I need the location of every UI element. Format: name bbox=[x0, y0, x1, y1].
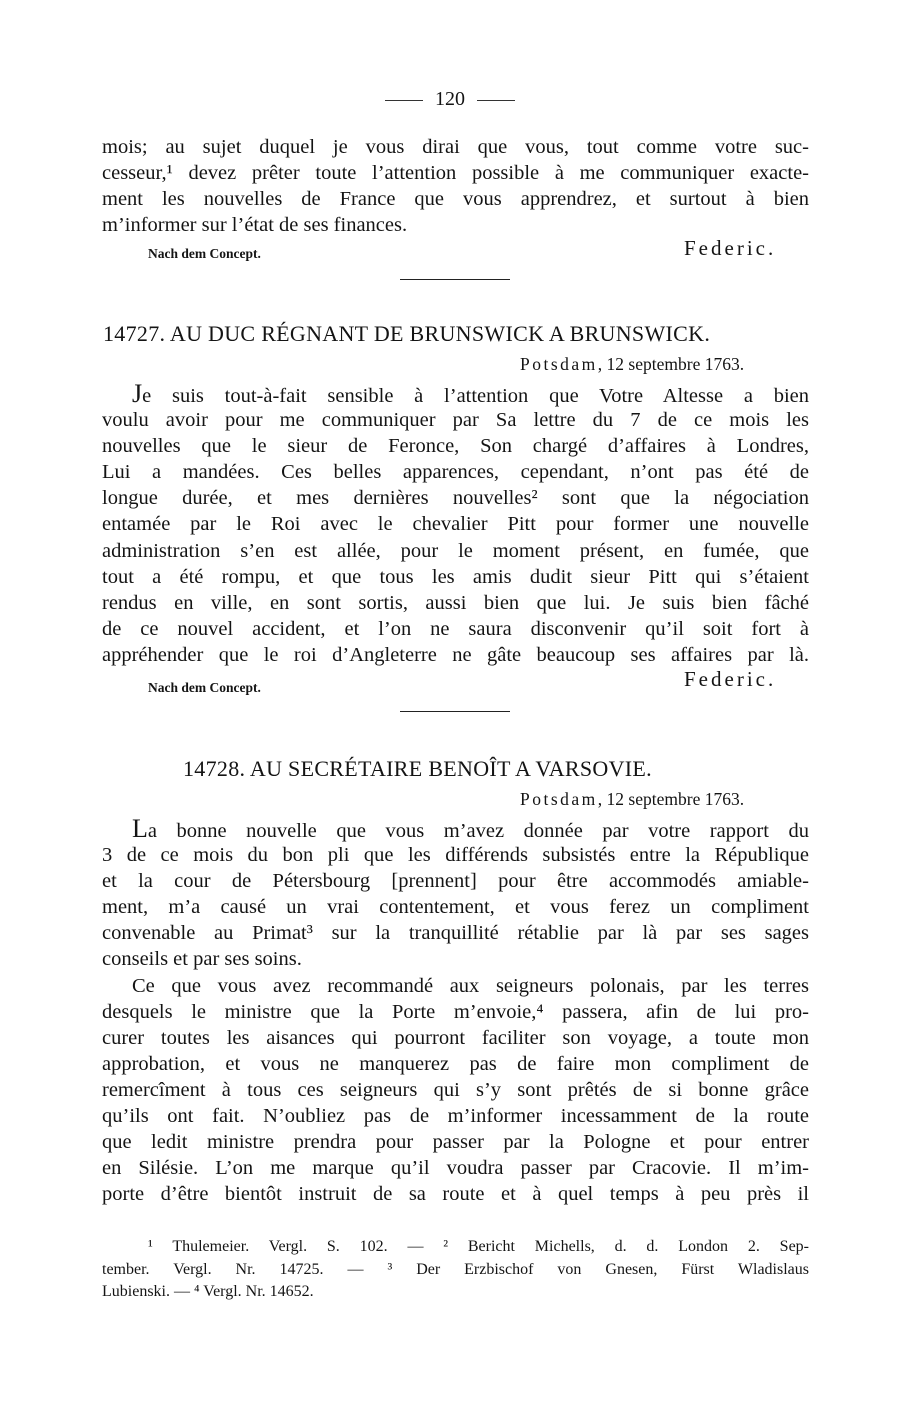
text-line: en Silésie. L’on me marque qu’il voudra passer par Cracovie. Il m’im- bbox=[102, 1157, 809, 1180]
page-number: 120 bbox=[435, 88, 465, 110]
letter-dateline bbox=[520, 354, 744, 375]
text-line: et la cour de Pétersbourg [prennent] pour être accommodés amiable- bbox=[102, 870, 809, 893]
letter-body bbox=[102, 381, 809, 668]
text-line: ment les nouvelles de France que vous apprendrez, et surtout à bien bbox=[102, 188, 809, 211]
initial-letter: L bbox=[132, 814, 148, 843]
text-line: porte d’être bientôt instruit de sa route et à quel temps à peu près il bbox=[102, 1183, 809, 1206]
text-line: desquels le ministre que la Porte m’envoie,⁴ passera, afin de lui pro- bbox=[102, 1000, 809, 1023]
footnote-line: Lubienski. — ⁴ Vergl. Nr. 14652. bbox=[102, 1283, 314, 1300]
dateline-place: Potsdam bbox=[520, 354, 598, 374]
continuation-paragraph bbox=[102, 134, 809, 238]
initial-letter: J bbox=[132, 379, 143, 408]
text-line: qu’ils ont fait. N’oubliez pas de m’informer incessamment de la route bbox=[102, 1105, 809, 1128]
text-line: voulu avoir pour me communiquer par Sa lettre du 7 de ce mois les bbox=[102, 409, 809, 432]
text-line: remercîment à tous ces seigneurs qui s’y sont prêtés de si bonne grâce bbox=[102, 1078, 809, 1101]
text-line: rendus en ville, en sont sortis, aussi bien que lui. Je suis bien fâché bbox=[102, 591, 809, 614]
text-line: nouvelles que le sieur de Feronce, Son chargé d’affaires à Londres, bbox=[102, 435, 809, 458]
text-line: entamée par le Roi avec le chevalier Pitt pour former une nouvelle bbox=[102, 513, 809, 536]
dateline-place: Potsdam bbox=[520, 789, 598, 809]
section-divider bbox=[400, 279, 510, 280]
section-divider bbox=[400, 711, 510, 712]
text-span: a bonne nouvelle que vous m’avez donnée par votre rapport du bbox=[147, 820, 809, 842]
footnotes bbox=[102, 1236, 809, 1304]
text-span: e suis tout-à-fait sensible à l’attention que Votre Altesse a bien bbox=[142, 385, 809, 407]
text-line: cesseur,¹ devez prêter toute l’attention possible à me communiquer exacte- bbox=[102, 162, 809, 185]
text-line bbox=[102, 381, 809, 407]
footnote-line: tember. Vergl. Nr. 14725. — ³ Der Erzbischof von Gnesen, Fürst Wladislaus bbox=[102, 1260, 809, 1278]
signature: Federic. bbox=[684, 667, 777, 691]
signature: Federic. bbox=[684, 236, 777, 260]
text-line: convenable au Primat³ sur la tranquillité rétablie par là par ses sages bbox=[102, 922, 809, 945]
source-note: Nach dem Concept. bbox=[148, 246, 261, 261]
text-line: approbation, et vous ne manquerez pas de faire mon compliment de bbox=[102, 1052, 809, 1075]
letter-dateline bbox=[520, 789, 744, 810]
letter-heading: 14728. AU SECRÉTAIRE BENOÎT A VARSOVIE. bbox=[183, 756, 652, 781]
source-note: Nach dem Concept. bbox=[148, 680, 261, 695]
text-line: Ce que vous avez recommandé aux seigneurs polonais, par les terres bbox=[132, 974, 809, 997]
dateline-date: , 12 septembre 1763. bbox=[597, 789, 745, 809]
text-line: ment, m’a causé un vrai contentement, et vous ferez un compliment bbox=[102, 896, 809, 919]
footnote-line: ¹ Thulemeier. Vergl. S. 102. — ² Bericht Michells, d. d. London 2. Sep- bbox=[148, 1238, 809, 1255]
text-line: conseils et par ses soins. bbox=[102, 948, 302, 971]
text-line: longue durée, et mes dernières nouvelles² sont que la négociation bbox=[102, 487, 809, 510]
header-dash-left bbox=[385, 100, 423, 101]
text-line bbox=[102, 816, 809, 842]
page-header bbox=[0, 88, 900, 111]
text-line: tout a été rompu, et que tous les amis dudit sieur Pitt qui s’étaient bbox=[102, 565, 809, 588]
text-line: curer toutes les aisances qui pourront faciliter son voyage, a toute mon bbox=[102, 1026, 809, 1049]
text-line: mois; au sujet duquel je vous dirai que vous, tout comme votre suc- bbox=[102, 136, 809, 158]
dateline-date: , 12 septembre 1763. bbox=[597, 354, 745, 374]
text-line: que ledit ministre prendra pour passer par la Pologne et pour entrer bbox=[102, 1131, 809, 1154]
text-line: administration s’en est allée, pour le moment présent, en fumée, que bbox=[102, 539, 809, 562]
letter-body bbox=[102, 816, 809, 1207]
text-line: m’informer sur l’état de ses finances. bbox=[102, 214, 408, 237]
text-line: appréhender que le roi d’Angleterre ne gâte beaucoup ses affaires par là. bbox=[102, 643, 809, 666]
header-dash-right bbox=[477, 100, 515, 101]
letter-heading: 14727. AU DUC RÉGNANT DE BRUNSWICK A BRUNSWICK. bbox=[103, 321, 711, 346]
text-line: 3 de ce mois du bon pli que les différends subsistés entre la République bbox=[102, 844, 809, 867]
text-line: de ce nouvel accident, et l’on ne saura disconvenir qu’il soit fort à bbox=[102, 617, 809, 640]
text-line: Lui a mandées. Ces belles apparences, cependant, n’ont pas été de bbox=[102, 461, 809, 484]
